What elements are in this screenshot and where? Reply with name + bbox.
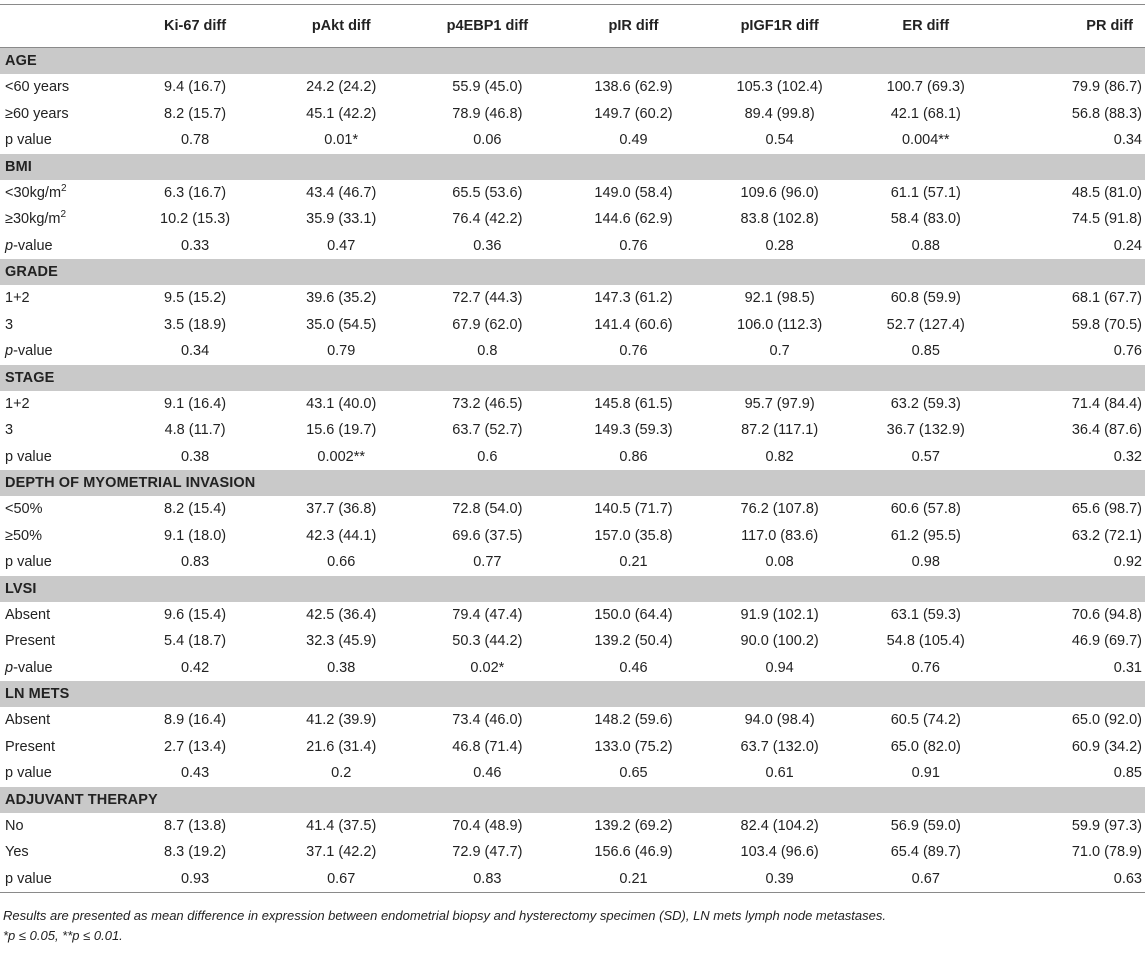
row-label-text: 1+2 bbox=[5, 290, 30, 307]
table-cell: 94.0 (98.4) bbox=[744, 712, 815, 729]
table-cell: 70.6 (94.8) bbox=[1071, 606, 1142, 623]
table-cell: 59.8 (70.5) bbox=[1071, 316, 1142, 333]
table-cell: 5.4 (18.7) bbox=[164, 633, 227, 650]
table-cell: 0.86 bbox=[619, 448, 648, 465]
table-cell: 36.4 (87.6) bbox=[1071, 422, 1142, 439]
table-cell: 0.91 bbox=[911, 765, 940, 782]
table-cell: 37.7 (36.8) bbox=[306, 501, 377, 518]
table-cell: 0.77 bbox=[473, 554, 502, 571]
table-row bbox=[0, 74, 1145, 101]
table-row bbox=[0, 760, 1145, 787]
table-cell: 65.5 (53.6) bbox=[452, 184, 523, 201]
row-label bbox=[0, 338, 122, 365]
table-cell: 149.0 (58.4) bbox=[594, 184, 673, 201]
table-row bbox=[0, 285, 1145, 312]
table-cell: 9.6 (15.4) bbox=[164, 606, 227, 623]
table-row bbox=[0, 866, 1145, 893]
table-cell: 87.2 (117.1) bbox=[741, 422, 819, 439]
column-header: p4EBP1 diff bbox=[414, 5, 560, 48]
table-row bbox=[0, 417, 1145, 444]
row-label-text: Absent bbox=[5, 606, 51, 623]
column-header: ER diff bbox=[853, 5, 999, 48]
row-label-text: p value bbox=[5, 870, 52, 887]
table-cell: 156.6 (46.9) bbox=[594, 844, 673, 861]
row-label-text: No bbox=[5, 817, 24, 834]
table-cell: 0.92 bbox=[1113, 554, 1142, 571]
table-cell: 4.8 (11.7) bbox=[164, 422, 226, 439]
row-label bbox=[0, 180, 122, 207]
table-cell: 60.5 (74.2) bbox=[890, 712, 961, 729]
row-label bbox=[0, 312, 122, 339]
table-cell: 37.1 (42.2) bbox=[306, 844, 377, 861]
table-cell: 71.4 (84.4) bbox=[1071, 395, 1142, 412]
table-cell: 70.4 (48.9) bbox=[452, 817, 523, 834]
row-label bbox=[0, 813, 122, 840]
table-cell: 59.9 (97.3) bbox=[1071, 817, 1142, 834]
table-cell: 58.4 (83.0) bbox=[890, 211, 961, 228]
column-header bbox=[0, 5, 122, 48]
table-cell: 0.32 bbox=[1113, 448, 1142, 465]
table-cell: 0.83 bbox=[180, 554, 210, 571]
table-cell: 0.57 bbox=[911, 448, 940, 465]
table-cell: 8.3 (19.2) bbox=[164, 844, 227, 861]
table-cell: 65.0 (92.0) bbox=[1071, 712, 1142, 729]
table-row bbox=[0, 233, 1145, 260]
table-cell: 0.65 bbox=[619, 765, 648, 782]
table-cell: 0.33 bbox=[180, 237, 210, 254]
table-cell: 0.46 bbox=[473, 765, 502, 782]
table-cell: 69.6 (37.5) bbox=[452, 527, 523, 544]
table-cell: 46.8 (71.4) bbox=[452, 738, 523, 755]
table-cell: 63.1 (59.3) bbox=[890, 606, 961, 623]
table-cell: 21.6 (31.4) bbox=[306, 738, 377, 755]
row-label-superscript: 2 bbox=[60, 209, 67, 221]
table-cell: 0.8 bbox=[477, 343, 498, 360]
table-cell: 61.2 (95.5) bbox=[890, 527, 961, 544]
table-cell: 145.8 (61.5) bbox=[594, 395, 673, 412]
table-cell: 72.9 (47.7) bbox=[452, 844, 523, 861]
column-header: PR diff bbox=[999, 5, 1145, 48]
table-cell: 9.1 (16.4) bbox=[164, 395, 227, 412]
table-cell: 36.7 (132.9) bbox=[886, 422, 965, 439]
footnote-significance: *p ≤ 0.05, **p ≤ 0.01. bbox=[3, 928, 123, 943]
table-cell: 41.4 (37.5) bbox=[306, 817, 377, 834]
section-title: STAGE bbox=[0, 365, 1145, 391]
table-cell: 50.3 (44.2) bbox=[452, 633, 523, 650]
table-cell: 0.66 bbox=[327, 554, 356, 571]
table-cell: 0.82 bbox=[765, 448, 794, 465]
table-cell: 0.83 bbox=[414, 866, 560, 893]
table-cell: 72.7 (44.3) bbox=[452, 290, 523, 307]
row-label-text: Present bbox=[5, 633, 55, 650]
table-cell: 6.3 (16.7) bbox=[164, 184, 227, 201]
table-row bbox=[0, 734, 1145, 761]
table-cell: 0.08 bbox=[765, 554, 794, 571]
table-cell: 0.76 bbox=[1113, 343, 1142, 360]
table-cell: 95.7 (97.9) bbox=[744, 395, 815, 412]
column-header: pIR diff bbox=[560, 5, 706, 48]
table-footnotes bbox=[3, 906, 1145, 946]
table-cell: 8.2 (15.7) bbox=[164, 105, 227, 122]
section-header-row bbox=[0, 259, 1145, 285]
section-header-row bbox=[0, 48, 1145, 75]
table-cell: 0.63 bbox=[999, 866, 1145, 893]
table-cell: 73.2 (46.5) bbox=[452, 395, 523, 412]
table-cell: 149.3 (59.3) bbox=[594, 422, 673, 439]
table-cell: 56.9 (59.0) bbox=[890, 817, 961, 834]
table-cell: 0.61 bbox=[765, 765, 794, 782]
row-label bbox=[0, 101, 122, 128]
section-title: AGE bbox=[0, 48, 1145, 75]
table-cell: 9.1 (18.0) bbox=[164, 527, 227, 544]
table-cell: 79.9 (86.7) bbox=[1071, 79, 1142, 96]
table-cell: 0.85 bbox=[1113, 765, 1142, 782]
section-title: BMI bbox=[0, 154, 1145, 180]
table-row bbox=[0, 628, 1145, 655]
section-title: LVSI bbox=[0, 576, 1145, 602]
row-label-text: ≥60 years bbox=[5, 105, 69, 122]
row-label bbox=[0, 628, 122, 655]
table-cell: 138.6 (62.9) bbox=[594, 79, 673, 96]
row-label bbox=[0, 602, 122, 629]
row-label bbox=[0, 74, 122, 101]
table-cell: 65.0 (82.0) bbox=[890, 738, 961, 755]
row-label-text: -value bbox=[13, 343, 53, 360]
table-row bbox=[0, 312, 1145, 339]
table-cell: 0.34 bbox=[180, 343, 210, 360]
table-cell: 54.8 (105.4) bbox=[886, 633, 965, 650]
section-header-row bbox=[0, 470, 1145, 496]
row-label bbox=[0, 523, 122, 550]
table-cell: 0.004** bbox=[901, 132, 950, 149]
table-row bbox=[0, 127, 1145, 154]
table-cell: 8.7 (13.8) bbox=[164, 817, 227, 834]
table-cell: 0.98 bbox=[911, 554, 940, 571]
row-label-text: <30kg/m bbox=[5, 184, 62, 201]
table-cell: 32.3 (45.9) bbox=[306, 633, 377, 650]
table-cell: 144.6 (62.9) bbox=[594, 211, 673, 228]
table-cell: 0.28 bbox=[765, 237, 794, 254]
row-label bbox=[0, 549, 122, 576]
table-cell: 72.8 (54.0) bbox=[452, 501, 523, 518]
table-cell: 0.88 bbox=[911, 237, 940, 254]
table-cell: 0.43 bbox=[180, 765, 210, 782]
table-cell: 0.21 bbox=[619, 554, 648, 571]
table-cell: 67.9 (62.0) bbox=[452, 316, 523, 333]
table-cell: 106.0 (112.3) bbox=[737, 316, 823, 333]
header-row bbox=[0, 5, 1145, 48]
table-cell: 3.5 (18.9) bbox=[164, 316, 227, 333]
row-label-text: p value bbox=[5, 554, 52, 571]
table-cell: 82.4 (104.2) bbox=[740, 817, 819, 834]
row-label bbox=[0, 866, 122, 893]
table-cell: 0.94 bbox=[765, 659, 794, 676]
table-row bbox=[0, 839, 1145, 866]
row-label-text: 3 bbox=[5, 316, 14, 333]
table-cell: 2.7 (13.4) bbox=[164, 738, 227, 755]
table-cell: 8.2 (15.4) bbox=[164, 501, 227, 518]
table-cell: 0.54 bbox=[765, 132, 794, 149]
table-cell: 65.6 (98.7) bbox=[1071, 501, 1142, 518]
table-row bbox=[0, 206, 1145, 233]
table-cell: 0.39 bbox=[707, 866, 853, 893]
table-cell: 139.2 (50.4) bbox=[594, 633, 673, 650]
table-cell: 0.76 bbox=[911, 659, 940, 676]
table-cell: 0.85 bbox=[911, 343, 940, 360]
row-label-text: 3 bbox=[5, 422, 14, 439]
row-label bbox=[0, 206, 122, 233]
table-row bbox=[0, 655, 1145, 682]
table-row bbox=[0, 180, 1145, 207]
table-row bbox=[0, 602, 1145, 629]
table-cell: 139.2 (69.2) bbox=[594, 817, 673, 834]
row-label-text: ≥30kg/m bbox=[5, 211, 61, 228]
row-label bbox=[0, 760, 122, 787]
table-cell: 45.1 (42.2) bbox=[306, 105, 377, 122]
table-cell: 0.76 bbox=[619, 237, 648, 254]
row-label-text: Present bbox=[5, 738, 55, 755]
table-cell: 46.9 (69.7) bbox=[1071, 633, 1142, 650]
table-cell: 42.5 (36.4) bbox=[306, 606, 377, 623]
table-cell: 43.4 (46.7) bbox=[306, 184, 377, 201]
table-cell: 0.49 bbox=[619, 132, 648, 149]
table-cell: 65.4 (89.7) bbox=[890, 844, 961, 861]
table-row bbox=[0, 444, 1145, 471]
table-cell: 83.8 (102.8) bbox=[740, 211, 819, 228]
table-cell: 133.0 (75.2) bbox=[594, 738, 673, 755]
table-cell: 76.4 (42.2) bbox=[452, 211, 523, 228]
row-label bbox=[0, 496, 122, 523]
row-label-text: <50% bbox=[5, 501, 43, 518]
section-header-row bbox=[0, 154, 1145, 180]
table-cell: 73.4 (46.0) bbox=[452, 712, 523, 729]
row-label bbox=[0, 233, 122, 260]
table-cell: 0.02* bbox=[470, 659, 505, 676]
section-header-row bbox=[0, 787, 1145, 813]
table-cell: 63.7 (132.0) bbox=[740, 738, 819, 755]
table-cell: 0.31 bbox=[1113, 659, 1142, 676]
table-cell: 0.21 bbox=[560, 866, 706, 893]
table-cell: 0.01* bbox=[324, 132, 359, 149]
table-row bbox=[0, 549, 1145, 576]
table-cell: 150.0 (64.4) bbox=[594, 606, 673, 623]
table-cell: 0.42 bbox=[180, 659, 210, 676]
table-cell: 90.0 (100.2) bbox=[740, 633, 819, 650]
section-title: DEPTH OF MYOMETRIAL INVASION bbox=[0, 470, 1145, 496]
column-header: pIGF1R diff bbox=[707, 5, 853, 48]
table-cell: 157.0 (35.8) bbox=[594, 527, 673, 544]
section-title: ADJUVANT THERAPY bbox=[0, 787, 1145, 813]
section-header-row bbox=[0, 365, 1145, 391]
table-cell: 0.7 bbox=[769, 343, 790, 360]
table-cell: 42.1 (68.1) bbox=[890, 105, 961, 122]
table-row bbox=[0, 391, 1145, 418]
table-cell: 0.36 bbox=[473, 237, 502, 254]
table-cell: 141.4 (60.6) bbox=[594, 316, 673, 333]
table-cell: 74.5 (91.8) bbox=[1071, 211, 1142, 228]
table-cell: 0.38 bbox=[327, 659, 356, 676]
table-cell: 0.06 bbox=[473, 132, 502, 149]
table-cell: 76.2 (107.8) bbox=[740, 501, 819, 518]
table-cell: 140.5 (71.7) bbox=[594, 501, 673, 518]
table-cell: 0.67 bbox=[853, 866, 999, 893]
table-cell: 89.4 (99.8) bbox=[744, 105, 815, 122]
table-cell: 68.1 (67.7) bbox=[1071, 290, 1142, 307]
table-cell: 35.0 (54.5) bbox=[306, 316, 377, 333]
table-cell: 63.7 (52.7) bbox=[452, 422, 523, 439]
table-body bbox=[0, 48, 1145, 893]
table-cell: 55.9 (45.0) bbox=[452, 79, 523, 96]
row-label bbox=[0, 839, 122, 866]
row-label-superscript: 2 bbox=[61, 182, 67, 194]
row-label bbox=[0, 127, 122, 154]
row-label bbox=[0, 444, 122, 471]
row-label-text: Absent bbox=[5, 712, 51, 729]
row-label-text: p value bbox=[5, 765, 52, 782]
table-cell: 0.78 bbox=[180, 132, 210, 149]
table-cell: 9.4 (16.7) bbox=[164, 79, 227, 96]
row-label-text: p value bbox=[5, 132, 52, 149]
table-row bbox=[0, 813, 1145, 840]
table-cell: 0.002** bbox=[317, 448, 365, 465]
row-label bbox=[0, 655, 122, 682]
row-label-text: Yes bbox=[5, 844, 29, 861]
table-cell: 52.7 (127.4) bbox=[886, 316, 965, 333]
table-cell: 0.47 bbox=[327, 237, 356, 254]
row-label-text: ≥50% bbox=[5, 527, 42, 544]
table-cell: 42.3 (44.1) bbox=[306, 527, 377, 544]
table-cell: 0.24 bbox=[1113, 237, 1142, 254]
table-cell: 35.9 (33.1) bbox=[306, 211, 377, 228]
table-cell: 109.6 (96.0) bbox=[740, 184, 819, 201]
table-cell: 0.79 bbox=[327, 343, 356, 360]
table-cell: 78.9 (46.8) bbox=[452, 105, 523, 122]
table-cell: 39.6 (35.2) bbox=[306, 290, 377, 307]
results-table bbox=[0, 4, 1145, 893]
table-cell: 24.2 (24.2) bbox=[306, 79, 377, 96]
table-cell: 41.2 (39.9) bbox=[306, 712, 377, 729]
table-row bbox=[0, 496, 1145, 523]
table-cell: 117.0 (83.6) bbox=[741, 527, 819, 544]
row-label-italic: p bbox=[5, 343, 14, 360]
table-row bbox=[0, 338, 1145, 365]
row-label-text: -value bbox=[13, 237, 53, 254]
table-cell: 105.3 (102.4) bbox=[736, 79, 823, 96]
table-cell: 0.38 bbox=[180, 448, 210, 465]
row-label-italic: p bbox=[5, 659, 14, 676]
section-title: LN METS bbox=[0, 681, 1145, 707]
table-cell: 148.2 (59.6) bbox=[594, 712, 673, 729]
table-cell: 63.2 (72.1) bbox=[1071, 527, 1142, 544]
table-cell: 91.9 (102.1) bbox=[740, 606, 819, 623]
section-header-row bbox=[0, 576, 1145, 602]
table-cell: 0.76 bbox=[619, 343, 648, 360]
table-cell: 100.7 (69.3) bbox=[886, 79, 965, 96]
row-label bbox=[0, 391, 122, 418]
table-cell: 103.4 (96.6) bbox=[740, 844, 819, 861]
row-label-text: -value bbox=[13, 659, 53, 676]
table-cell: 147.3 (61.2) bbox=[594, 290, 673, 307]
table-row bbox=[0, 101, 1145, 128]
table-cell: 0.6 bbox=[477, 448, 498, 465]
column-header: pAkt diff bbox=[268, 5, 414, 48]
table-cell: 92.1 (98.5) bbox=[744, 290, 815, 307]
table-cell: 149.7 (60.2) bbox=[594, 105, 673, 122]
table-cell: 60.6 (57.8) bbox=[890, 501, 961, 518]
table-row bbox=[0, 707, 1145, 734]
table-cell: 60.8 (59.9) bbox=[890, 290, 961, 307]
row-label bbox=[0, 734, 122, 761]
column-header: Ki-67 diff bbox=[122, 5, 268, 48]
table-row bbox=[0, 523, 1145, 550]
table-cell: 79.4 (47.4) bbox=[452, 606, 523, 623]
row-label-text: <60 years bbox=[5, 79, 70, 96]
table-cell: 63.2 (59.3) bbox=[890, 395, 961, 412]
table-cell: 0.2 bbox=[331, 765, 352, 782]
table-cell: 48.5 (81.0) bbox=[1071, 184, 1142, 201]
table-cell: 15.6 (19.7) bbox=[306, 422, 377, 439]
table-cell: 0.67 bbox=[268, 866, 414, 893]
table-cell: 9.5 (15.2) bbox=[164, 290, 227, 307]
row-label-text: p value bbox=[5, 448, 52, 465]
table-cell: 0.46 bbox=[619, 659, 648, 676]
row-label bbox=[0, 285, 122, 312]
table-cell: 0.93 bbox=[122, 866, 268, 893]
footnote-text: Results are presented as mean difference in expression between endometrial biopsy and hysterectomy specimen (SD), LN mets lymph node metastases. bbox=[3, 908, 886, 923]
table-cell: 61.1 (57.1) bbox=[890, 184, 961, 201]
table-cell: 56.8 (88.3) bbox=[1071, 105, 1142, 122]
table-cell: 10.2 (15.3) bbox=[160, 211, 231, 228]
row-label bbox=[0, 707, 122, 734]
table-cell: 71.0 (78.9) bbox=[1071, 844, 1142, 861]
table-cell: 43.1 (40.0) bbox=[306, 395, 377, 412]
section-title: GRADE bbox=[0, 259, 1145, 285]
table-cell: 8.9 (16.4) bbox=[164, 712, 227, 729]
row-label bbox=[0, 417, 122, 444]
row-label-text: 1+2 bbox=[5, 395, 30, 412]
table-cell: 60.9 (34.2) bbox=[1071, 738, 1142, 755]
row-label-italic: p bbox=[5, 237, 14, 254]
section-header-row bbox=[0, 681, 1145, 707]
table-cell: 0.34 bbox=[1113, 132, 1142, 149]
